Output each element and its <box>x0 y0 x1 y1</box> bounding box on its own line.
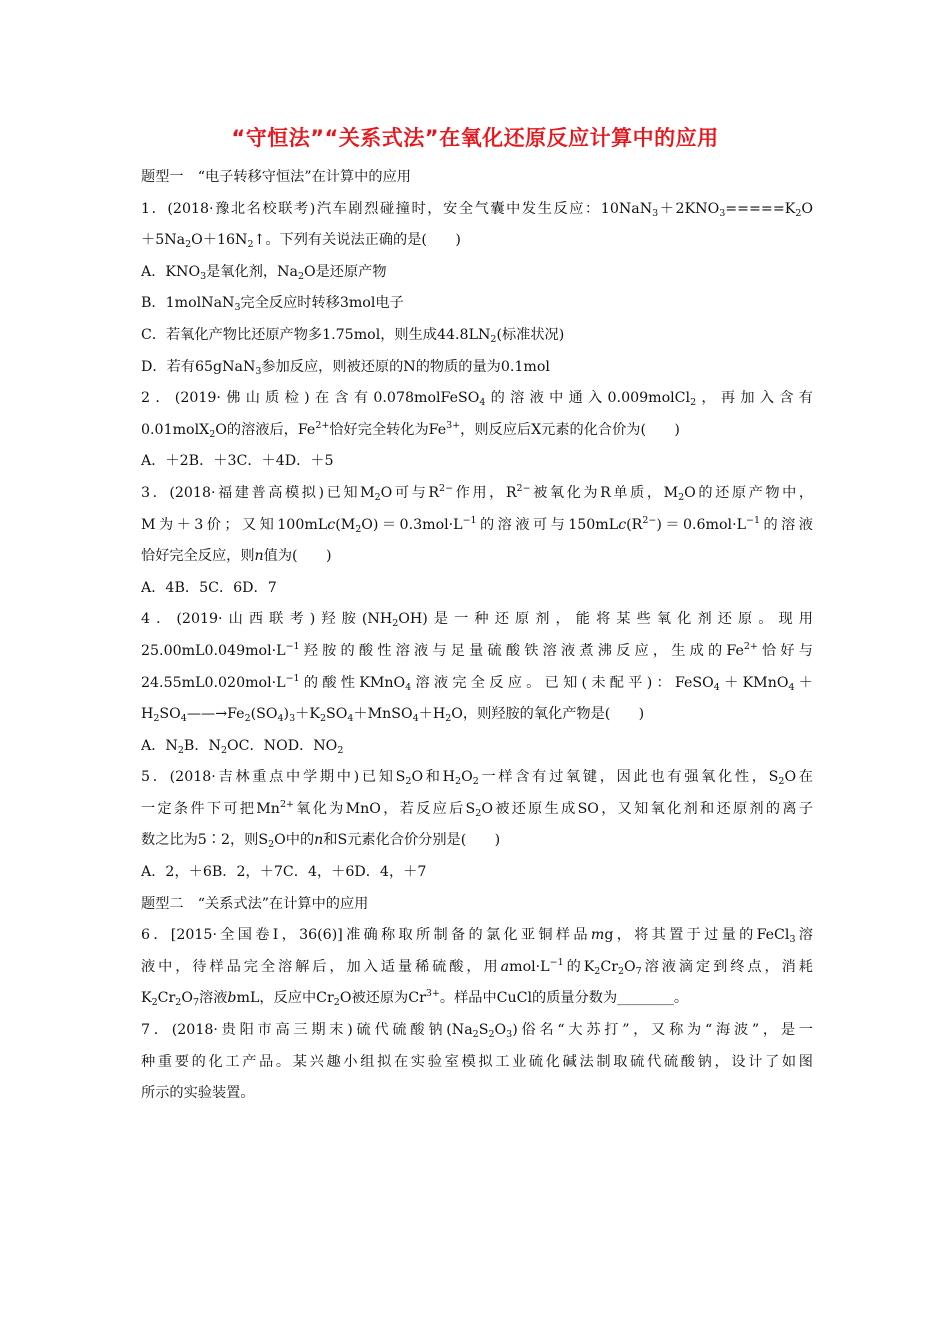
text-run: −1 <box>549 956 564 968</box>
text-run: 24.55mL0.020mol·L <box>141 674 286 691</box>
text-run: )＝0.6mol·L <box>656 516 747 533</box>
text-run: 4．(2019·山西联考)羟胺(NH <box>141 611 393 628</box>
text-run: 4 <box>412 713 419 725</box>
text-run: 2 <box>244 713 251 725</box>
text-run: 3．(2018·福建普高模拟)已知M <box>141 484 375 501</box>
text-run: 3 <box>200 270 207 282</box>
text-run: 2 <box>319 713 326 725</box>
text-run: S <box>478 1022 489 1039</box>
text-run: D．若有65gNaN <box>141 358 256 375</box>
text-run: 2− <box>516 482 531 494</box>
text-run: ↑。下列有关说法正确的是( ) <box>253 232 461 249</box>
text-run: 2+ <box>315 419 330 431</box>
text-run: 2 <box>337 744 344 756</box>
text-run: 所示的实验装置。 <box>141 1085 255 1102</box>
text-run: mL，反应中Cr <box>236 990 334 1007</box>
text-run: 溶液完全反应。已知(未配平)：FeSO <box>411 674 714 691</box>
text-run: −1 <box>746 514 761 526</box>
text-run: 被氧化为R单质，M <box>530 484 679 501</box>
text-run: 作用，R <box>453 484 517 501</box>
text-line <box>141 510 813 542</box>
text-run: a <box>500 958 510 975</box>
text-run: ——→Fe <box>186 706 245 723</box>
text-run: ＋K <box>295 706 320 723</box>
text-run: ＋ <box>794 674 813 691</box>
text-run: 2 <box>445 713 452 725</box>
text-run: O的还原产物中， <box>684 484 813 501</box>
text-run: 5．(2018·吉林重点中学期中)已知S <box>141 769 406 786</box>
text-run: B．1molNaN <box>141 295 235 312</box>
text-run: O在 <box>784 769 813 786</box>
text-run: 恰好完全转化为Fe <box>329 421 447 438</box>
text-line <box>141 162 813 194</box>
text-run: 种重要的化工产品。某兴趣小组拟在实验室模拟工业硫化碱法制取硫代硫酸钠，设计了如图 <box>141 1053 813 1070</box>
text-run: 2 <box>392 618 399 630</box>
text-run: H <box>141 706 154 723</box>
text-run: 数之比为5∶2，则S <box>141 832 269 849</box>
text-run: 2 <box>333 997 340 1009</box>
text-run: 2．(2019·佛山质检)在含有0.078molFeSO <box>141 390 480 407</box>
text-run: 2 <box>247 239 254 251</box>
text-run: O被还原生成SO，又知氧化剂和还原剂的离子 <box>481 800 813 817</box>
text-run: SO <box>159 706 181 723</box>
text-line <box>141 668 813 700</box>
text-run: O的溶液后，Fe <box>215 421 316 438</box>
text-run: 完全反应时转移3mol电子 <box>240 295 404 312</box>
text-run: 2 <box>455 776 462 788</box>
text-line <box>141 446 813 478</box>
text-run: O中的 <box>274 832 315 849</box>
text-run: 是氧化剂，Na <box>206 263 298 280</box>
text-run: 2 <box>153 713 160 725</box>
text-run: 2 <box>405 776 412 788</box>
text-run: mol·L <box>509 958 550 975</box>
text-line <box>141 857 813 889</box>
text-run: 的溶液 <box>760 516 813 533</box>
text-run: 题型一 “电子转移守恒法”在计算中的应用 <box>141 169 411 185</box>
text-run: 和S元素化合价分别是( ) <box>323 832 501 849</box>
text-line <box>141 225 813 257</box>
text-run: 羟胺的酸性溶液与足量硫酸铁溶液煮沸反应，生成的Fe <box>299 642 744 659</box>
text-run: 4 <box>277 713 284 725</box>
text-run: 2 <box>209 428 216 440</box>
document-body <box>141 162 813 1110</box>
text-run: 3+ <box>446 419 461 431</box>
text-run: 2 <box>472 776 479 788</box>
text-line <box>141 983 813 1015</box>
text-run: −1 <box>462 514 477 526</box>
text-run: =====K <box>725 200 796 217</box>
text-run: 4 <box>405 681 412 693</box>
text-run: B．N <box>183 737 221 754</box>
text-run: 3 <box>289 713 296 725</box>
text-line <box>141 541 813 573</box>
text-line <box>141 731 813 763</box>
text-run: 值为( ) <box>263 548 332 565</box>
text-run: A．4B．5C．6D．7 <box>141 579 277 596</box>
text-run: 2− <box>439 482 454 494</box>
text-line <box>141 352 813 384</box>
text-run: 。样品中CuCl的质量分数为________。 <box>439 990 689 1007</box>
text-line <box>141 257 813 289</box>
text-run: 2 <box>594 965 601 977</box>
text-run: O可与R <box>380 484 440 501</box>
text-run: 3 <box>652 207 659 219</box>
text-run: OH)是一种还原剂，能将某些氧化剂还原。现用 <box>398 611 813 628</box>
text-run: O <box>181 990 193 1007</box>
text-run: 0.01molX <box>141 421 210 438</box>
text-run: A．N <box>141 737 178 754</box>
text-line <box>141 1015 813 1047</box>
text-run: 的溶液中通入0.009molCl <box>485 390 691 407</box>
text-run: ) <box>283 706 290 723</box>
text-run: b <box>227 990 237 1007</box>
text-line <box>141 1078 813 1110</box>
text-line <box>141 1047 813 1079</box>
text-line <box>141 794 813 826</box>
text-line <box>141 415 813 447</box>
text-run: −1 <box>285 640 300 652</box>
text-run: 4 <box>788 681 795 693</box>
text-line <box>141 889 813 921</box>
text-run: 的酸性KMnO <box>299 674 406 691</box>
text-run: 7 <box>192 997 200 1009</box>
text-run: 3 <box>255 365 262 377</box>
text-run: 2− <box>642 514 657 526</box>
text-run: 2 <box>690 397 697 409</box>
text-run: 一定条件下可把Mn <box>141 800 280 817</box>
text-run: 氧化为MnO，若反应后S <box>293 800 476 817</box>
text-run: (标准状况) <box>496 326 565 343</box>
text-run: ＋5Na <box>141 232 186 249</box>
text-run: 1．(2018·豫北名校联考)汽车剧烈碰撞时，安全气囊中发生反应：10NaN <box>141 200 653 217</box>
text-run: 2 <box>472 1029 479 1041</box>
text-run: O，则羟胺的氧化产物是( ) <box>451 706 645 723</box>
text-run: c <box>327 516 336 533</box>
text-line <box>141 636 813 668</box>
text-run: ＋KMnO <box>719 674 789 691</box>
text-run: 题型二 “关系式法”在计算中的应用 <box>141 895 369 912</box>
text-run: g，将其置于过量的FeCl <box>604 927 790 944</box>
text-line <box>141 478 813 510</box>
text-run: 的溶液可与150mL <box>476 516 619 533</box>
text-run: C．若氧化产物比还原产物多1.75mol，则生成44.8LN <box>141 326 491 343</box>
text-run: 溶液滴定到终点，消耗 <box>641 958 813 975</box>
text-run: 2 <box>488 1029 495 1041</box>
page-title: “守恒法”“关系式法”在氧化还原反应计算中的应用 <box>231 126 719 150</box>
text-run: 3+ <box>425 988 440 1000</box>
text-run: 2 <box>177 744 184 756</box>
text-line <box>141 383 813 415</box>
text-run: 恰好与 <box>757 642 813 659</box>
text-run: 7．(2018·贵阳市高三期末)硫代硫酸钠(Na <box>141 1022 473 1039</box>
text-run: n <box>314 832 324 849</box>
text-run: n <box>254 548 264 565</box>
text-run: 2 <box>151 997 158 1009</box>
text-run: 参加反应，则被还原的N的物质的量为0.1mol <box>261 358 550 375</box>
text-run: 2 <box>778 776 785 788</box>
text-line <box>141 573 813 605</box>
text-run: 2+ <box>279 798 294 810</box>
text-run: 2 <box>678 491 685 503</box>
text-line <box>141 699 813 731</box>
text-run: 4 <box>180 713 187 725</box>
text-run: 2 <box>175 997 182 1009</box>
text-run: O <box>461 769 473 786</box>
text-run: 3 <box>789 934 796 946</box>
text-run: 2 <box>475 807 482 819</box>
text-run: 2 <box>297 270 304 282</box>
text-run: O被还原为Cr <box>339 990 426 1007</box>
text-run: A．KNO <box>141 263 201 280</box>
text-run: 2 <box>374 491 381 503</box>
text-run: ，则反应后X元素的化合价为( ) <box>460 421 680 438</box>
text-run: 7 <box>635 965 642 977</box>
text-line <box>141 920 813 952</box>
text-run: )俗名“大苏打”，又称为“海波”，是一 <box>512 1022 813 1039</box>
text-line <box>141 952 813 984</box>
text-run: ＋H <box>418 706 446 723</box>
text-run: O)＝0.3mol·L <box>361 516 463 533</box>
text-run: 2 <box>185 239 192 251</box>
text-line <box>141 762 813 794</box>
text-run: OC．NOD．NO <box>226 737 338 754</box>
text-run: 6．[2015·全国卷Ⅰ，36(6)]准确称取所制备的氯化亚铜样品 <box>141 927 591 944</box>
text-run: ＋MnSO <box>353 706 413 723</box>
text-run: 2 <box>220 744 227 756</box>
text-run: 2 <box>490 333 497 345</box>
text-run: O <box>494 1022 507 1039</box>
text-run: SO <box>325 706 348 723</box>
text-run: 4 <box>713 681 720 693</box>
text-line <box>141 604 813 636</box>
text-run: M为＋3价；又知100mL <box>141 516 328 533</box>
text-run: 2+ <box>743 640 758 652</box>
text-run: 2 <box>268 839 275 851</box>
text-run: O <box>801 200 813 217</box>
text-run: 2 <box>617 965 625 977</box>
text-run: O <box>624 958 636 975</box>
text-run: −1 <box>285 672 300 684</box>
text-run: 3 <box>719 207 726 219</box>
text-run: 2 <box>795 207 802 219</box>
text-run: (M <box>335 516 356 533</box>
text-run: 一样含有过氧键，因此也有强氧化性，S <box>478 769 779 786</box>
text-run: 液中，待样品完全溶解后，加入适量稀硫酸，用 <box>141 958 501 975</box>
text-run: 溶液 <box>199 990 228 1007</box>
text-run: Cr <box>600 958 618 975</box>
text-run: c <box>618 516 627 533</box>
text-run: (SO <box>250 706 278 723</box>
text-run: (R <box>626 516 643 533</box>
text-run: 4 <box>479 397 486 409</box>
text-run: ，再加入含有 <box>696 390 813 407</box>
text-run: 的K <box>563 958 595 975</box>
text-run: K <box>141 990 152 1007</box>
text-line <box>141 288 813 320</box>
text-line <box>141 825 813 857</box>
text-run: 3 <box>506 1029 513 1041</box>
text-run: 4 <box>347 713 354 725</box>
text-run: A．＋2B．＋3C．＋4D．＋5 <box>141 453 334 470</box>
text-run: m <box>590 927 605 944</box>
text-run: O和H <box>411 769 456 786</box>
text-run: 2 <box>355 523 362 535</box>
text-run: 25.00mL0.049mol·L <box>141 642 286 659</box>
text-run: Cr <box>157 990 176 1007</box>
text-run: 溶 <box>795 927 813 944</box>
text-run: A．2，＋6B．2，＋7C．4，＋6D．4，＋7 <box>141 864 427 881</box>
text-run: 恰好完全反应，则 <box>141 548 255 565</box>
text-run: ＋2KNO <box>658 200 720 217</box>
text-line <box>141 320 813 352</box>
text-line <box>141 194 813 226</box>
text-run: O是还原产物 <box>303 263 387 280</box>
text-run: O＋16N <box>191 232 248 249</box>
text-run: 3 <box>234 302 241 314</box>
